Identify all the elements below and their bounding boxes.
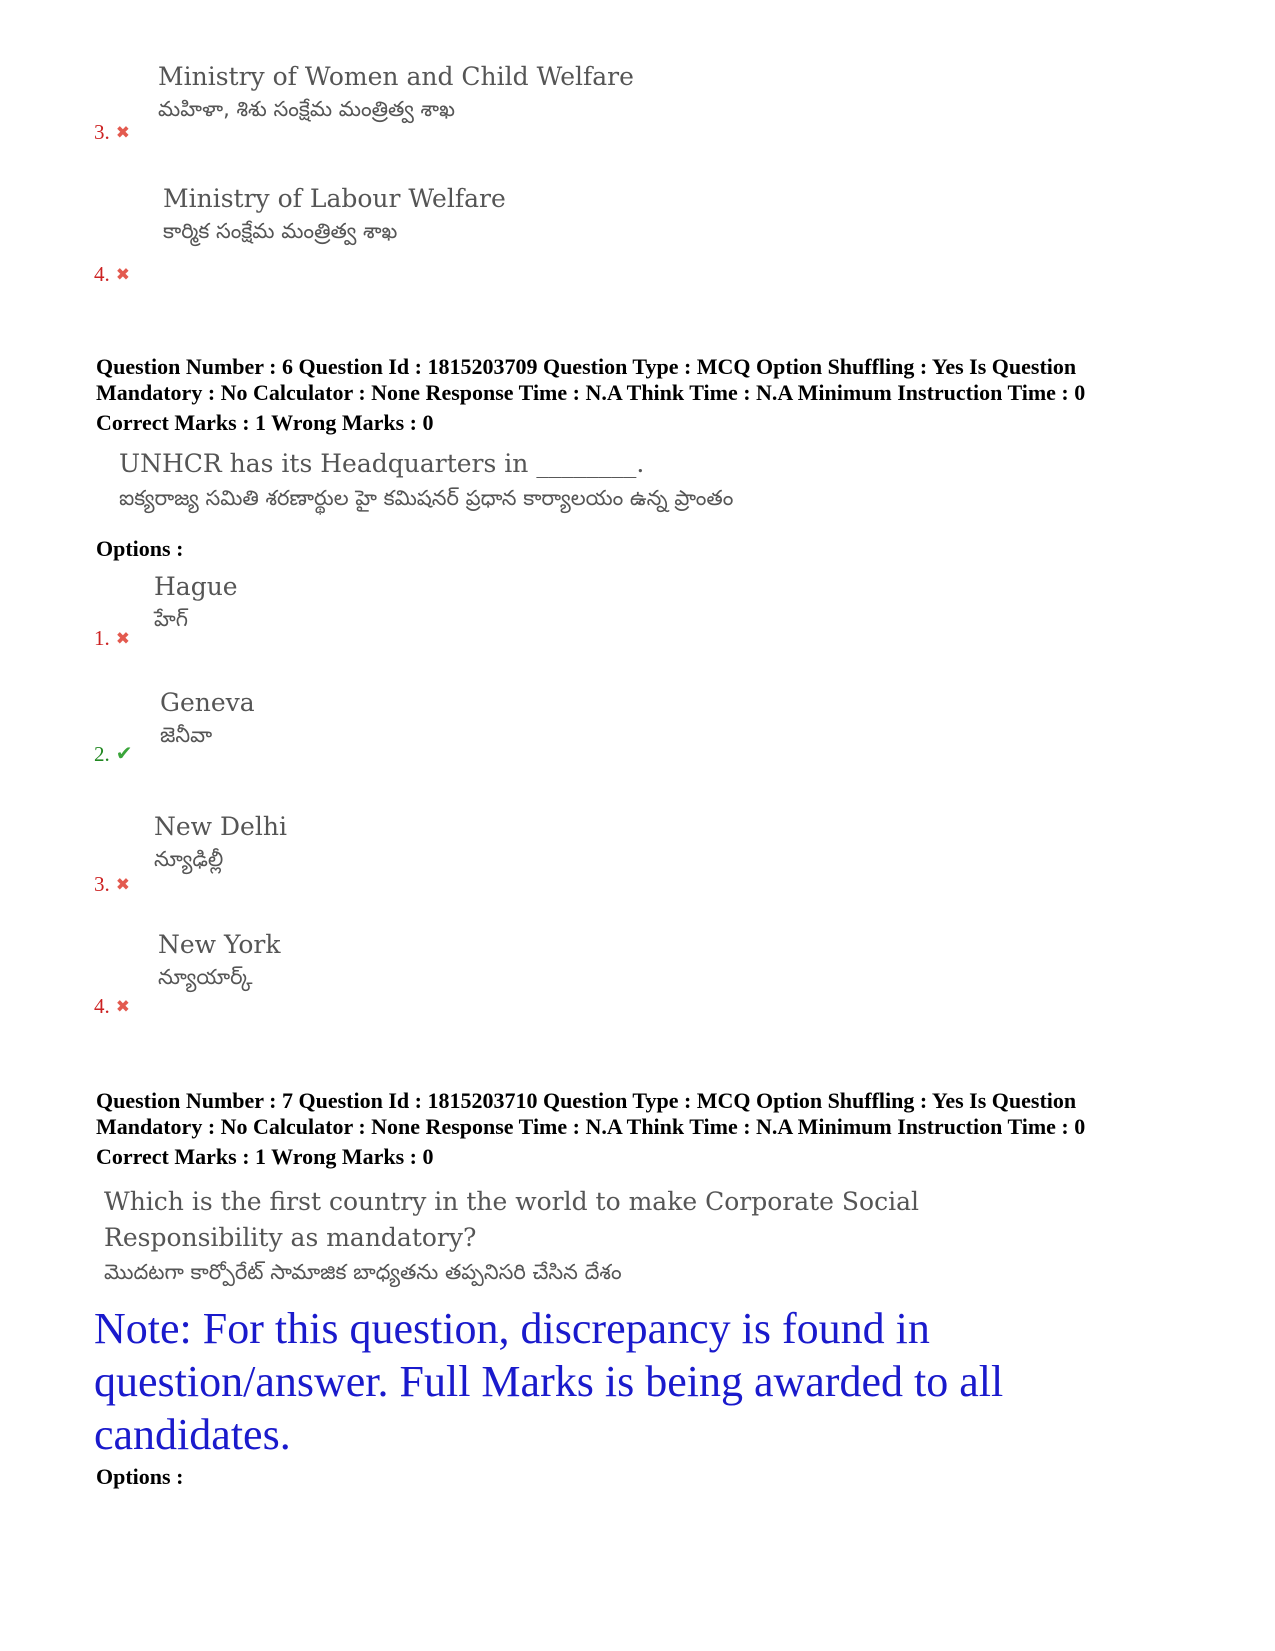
option-telugu: మహిళా, శిశు సంక్షేమ మంత్రిత్వ శాఖ xyxy=(158,97,455,121)
q6-options-label: Options : xyxy=(96,536,184,561)
q6-option-2-number: 2. ✔ xyxy=(94,742,133,766)
question-telugu: మొదటగా కార్పోరేట్ సామాజిక బాధ్యతను తప్పనిసరి చేసిన దేశం xyxy=(104,1260,622,1284)
prev-option-4-number: 4. ✖ xyxy=(94,262,130,286)
q6-marks: Correct Marks : 1 Wrong Marks : 0 xyxy=(96,410,434,435)
q6-question-text xyxy=(119,446,733,514)
q7-options-label: Options : xyxy=(96,1464,184,1489)
q6-option-2-text xyxy=(160,686,255,750)
q7-marks: Correct Marks : 1 Wrong Marks : 0 xyxy=(96,1144,434,1169)
option-english: Geneva xyxy=(160,688,255,717)
option-english: New York xyxy=(158,930,281,959)
q6-metadata: Question Number : 6 Question Id : 1815203709 Question Type : MCQ Option Shuffling : Yes Is Question Mandatory : No Calculator : None Response Time : N.A Think Time : N.A Minimum Instruction Time : 0 xyxy=(96,354,1086,405)
q6-option-1-text xyxy=(154,570,238,634)
option-english: New Delhi xyxy=(154,812,287,841)
question-english-line-2: Responsibility as mandatory? xyxy=(104,1223,477,1252)
option-telugu: న్యూయార్క్ xyxy=(158,965,253,989)
q7-question-text xyxy=(104,1184,919,1288)
option-telugu: హేగ్ xyxy=(154,607,188,631)
cross-icon: ✖ xyxy=(115,123,130,142)
question-english-line-1: Which is the first country in the world to make Corporate Social xyxy=(104,1187,920,1216)
option-telugu: న్యూఢిల్లీ xyxy=(154,847,224,871)
discrepancy-note: Note: For this question, discrepancy is found in question/answer. Full Marks is being awarded to all candidates. xyxy=(94,1304,1004,1459)
option-english: Ministry of Women and Child Welfare xyxy=(158,62,634,91)
check-icon: ✔ xyxy=(115,743,133,765)
prev-option-3-number: 3. ✖ xyxy=(94,120,130,144)
q6-option-4-text xyxy=(158,928,281,992)
option-english: Hague xyxy=(154,572,238,601)
q6-option-3-number: 3. ✖ xyxy=(94,872,130,896)
q6-option-3-text xyxy=(154,810,287,874)
cross-icon: ✖ xyxy=(115,265,130,284)
question-telugu: ఐక్యరాజ్య సమితి శరణార్థుల హై కమిషనర్ ప్రధాన కార్యాలయం ఉన్న ప్రాంతం xyxy=(119,486,734,510)
cross-icon: ✖ xyxy=(115,629,130,648)
prev-option-4-text xyxy=(163,182,506,246)
q6-option-4-number: 4. ✖ xyxy=(94,994,130,1018)
cross-icon: ✖ xyxy=(115,997,130,1016)
q6-option-1-number: 1. ✖ xyxy=(94,626,130,650)
option-telugu: కార్మిక సంక్షేమ మంత్రిత్వ శాఖ xyxy=(163,219,398,243)
option-english: Ministry of Labour Welfare xyxy=(163,184,506,213)
question-english: UNHCR has its Headquarters in ________. xyxy=(119,449,645,478)
prev-option-3-text xyxy=(158,60,634,124)
cross-icon: ✖ xyxy=(115,875,130,894)
q7-metadata: Question Number : 7 Question Id : 1815203710 Question Type : MCQ Option Shuffling : Yes Is Question Mandatory : No Calculator : None Response Time : N.A Think Time : N.A Minimum Instruction Time : 0 xyxy=(96,1088,1086,1139)
option-telugu: జెనీవా xyxy=(160,723,213,747)
